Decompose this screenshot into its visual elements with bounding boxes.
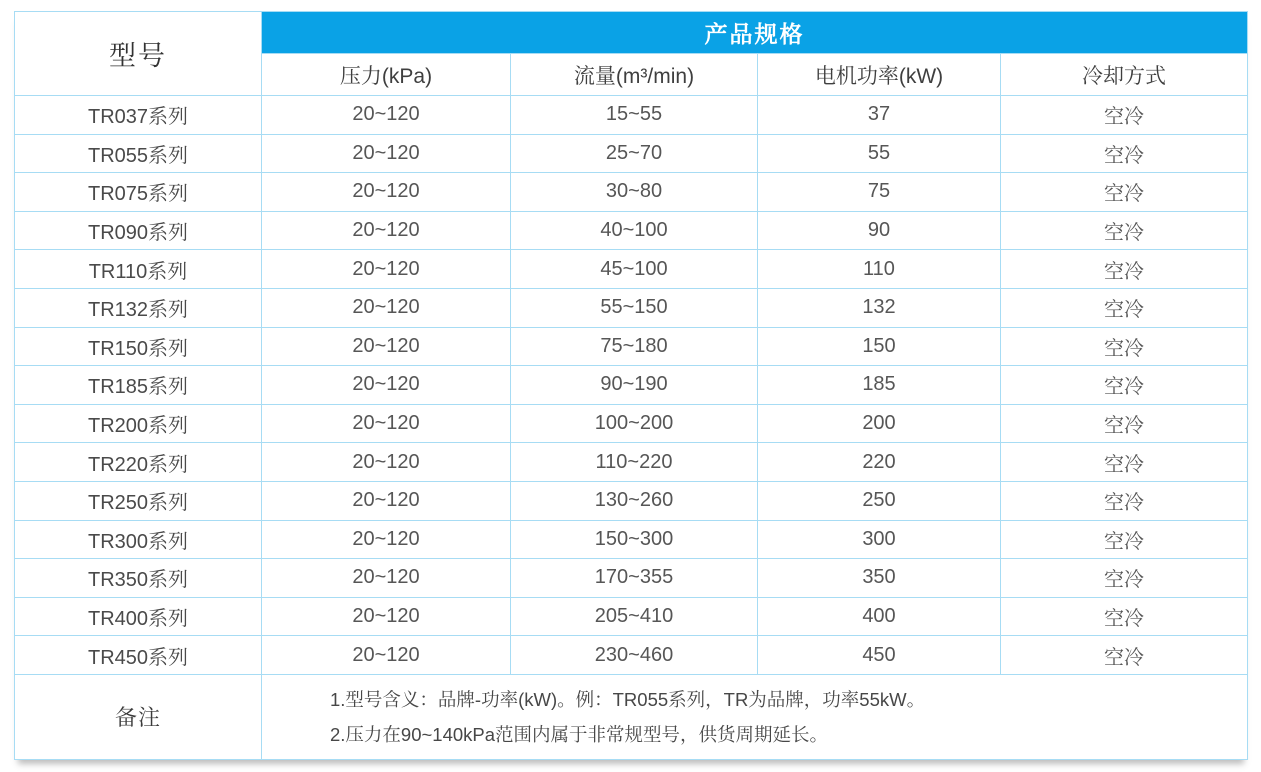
group-header: 产品规格 [262,12,1248,54]
cell-model: TR150系列 [15,327,262,366]
cell-flow: 40~100 [511,211,758,250]
cell-flow: 15~55 [511,96,758,135]
cell-pressure: 20~120 [262,366,511,405]
table-row [15,636,1248,675]
cell-pressure: 20~120 [262,134,511,173]
cell-model: TR185系列 [15,366,262,405]
table-row [15,173,1248,212]
model-column-header: 型号 [15,12,262,96]
product-spec-table [14,11,1248,760]
column-header-0: 压力(kPa) [262,54,511,96]
cell-pressure: 20~120 [262,211,511,250]
cell-model: TR037系列 [15,96,262,135]
cell-pressure: 20~120 [262,288,511,327]
cell-power: 185 [758,366,1001,405]
cell-flow: 55~150 [511,288,758,327]
table-row [15,559,1248,598]
cell-model: TR450系列 [15,636,262,675]
cell-model: TR132系列 [15,288,262,327]
cell-model: TR090系列 [15,211,262,250]
cell-power: 250 [758,481,1001,520]
cell-pressure: 20~120 [262,597,511,636]
cell-cooling: 空冷 [1001,288,1248,327]
cell-power: 110 [758,250,1001,289]
cell-power: 132 [758,288,1001,327]
cell-cooling: 空冷 [1001,520,1248,559]
cell-pressure: 20~120 [262,404,511,443]
cell-pressure: 20~120 [262,481,511,520]
cell-model: TR110系列 [15,250,262,289]
cell-flow: 45~100 [511,250,758,289]
cell-model: TR055系列 [15,134,262,173]
cell-cooling: 空冷 [1001,443,1248,482]
cell-model: TR400系列 [15,597,262,636]
cell-model: TR350系列 [15,559,262,598]
cell-pressure: 20~120 [262,636,511,675]
note-line-2: 2.压力在90~140kPa范围内属于非常规型号，供货周期延长。 [330,723,829,745]
cell-flow: 100~200 [511,404,758,443]
cell-cooling: 空冷 [1001,250,1248,289]
cell-pressure: 20~120 [262,250,511,289]
notes-row [15,674,1248,759]
cell-power: 75 [758,173,1001,212]
cell-pressure: 20~120 [262,520,511,559]
cell-flow: 230~460 [511,636,758,675]
cell-model: TR250系列 [15,481,262,520]
cell-cooling: 空冷 [1001,559,1248,598]
cell-flow: 205~410 [511,597,758,636]
table-row [15,250,1248,289]
cell-pressure: 20~120 [262,443,511,482]
column-header-2: 电机功率(kW) [758,54,1001,96]
column-header-3: 冷却方式 [1001,54,1248,96]
table-row [15,327,1248,366]
cell-cooling: 空冷 [1001,636,1248,675]
table-row [15,404,1248,443]
cell-flow: 130~260 [511,481,758,520]
cell-power: 300 [758,520,1001,559]
cell-model: TR220系列 [15,443,262,482]
cell-cooling: 空冷 [1001,366,1248,405]
cell-power: 150 [758,327,1001,366]
table-row [15,366,1248,405]
cell-power: 200 [758,404,1001,443]
cell-flow: 150~300 [511,520,758,559]
cell-cooling: 空冷 [1001,327,1248,366]
cell-power: 220 [758,443,1001,482]
cell-power: 350 [758,559,1001,598]
cell-model: TR075系列 [15,173,262,212]
spec-table-body [15,96,1248,675]
cell-flow: 90~190 [511,366,758,405]
table-row [15,211,1248,250]
cell-pressure: 20~120 [262,559,511,598]
table-row [15,134,1248,173]
cell-power: 90 [758,211,1001,250]
cell-model: TR200系列 [15,404,262,443]
notes-cell [262,674,1248,759]
table-row [15,520,1248,559]
cell-pressure: 20~120 [262,96,511,135]
cell-flow: 75~180 [511,327,758,366]
table-row [15,597,1248,636]
table-row [15,443,1248,482]
column-header-1: 流量(m³/min) [511,54,758,96]
cell-cooling: 空冷 [1001,404,1248,443]
cell-power: 450 [758,636,1001,675]
cell-flow: 170~355 [511,559,758,598]
table-row [15,288,1248,327]
cell-cooling: 空冷 [1001,173,1248,212]
cell-power: 55 [758,134,1001,173]
cell-pressure: 20~120 [262,173,511,212]
cell-cooling: 空冷 [1001,96,1248,135]
cell-power: 400 [758,597,1001,636]
cell-flow: 30~80 [511,173,758,212]
cell-flow: 25~70 [511,134,758,173]
notes-label: 备注 [15,674,262,759]
cell-cooling: 空冷 [1001,597,1248,636]
cell-cooling: 空冷 [1001,134,1248,173]
note-line-1: 1.型号含义：品牌-功率(kW)。例：TR055系列，TR为品牌，功率55kW。 [330,688,926,710]
table-row [15,96,1248,135]
cell-flow: 110~220 [511,443,758,482]
cell-cooling: 空冷 [1001,211,1248,250]
cell-cooling: 空冷 [1001,481,1248,520]
cell-model: TR300系列 [15,520,262,559]
cell-power: 37 [758,96,1001,135]
group-header-row [15,12,1248,54]
cell-pressure: 20~120 [262,327,511,366]
table-row [15,481,1248,520]
